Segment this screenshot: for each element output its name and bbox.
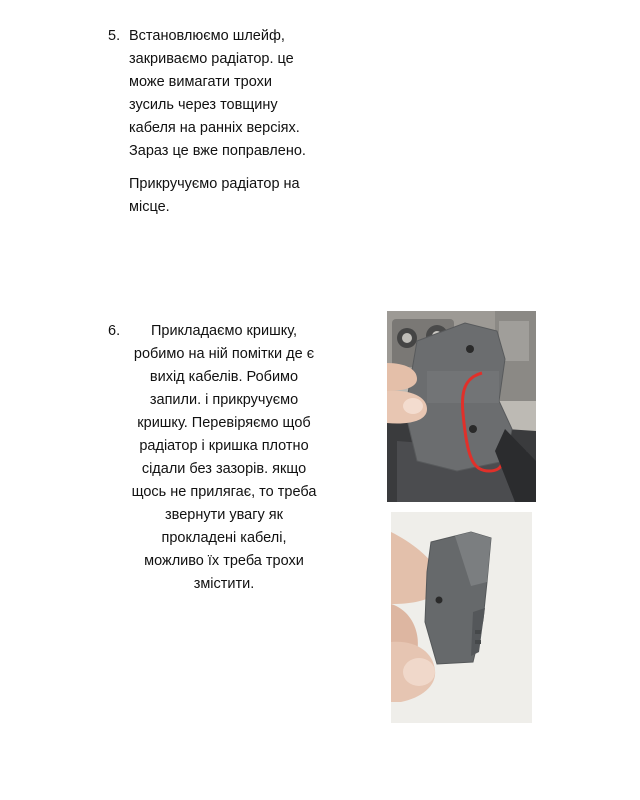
step-6-number: 6. <box>108 323 121 339</box>
step-5-paragraph-2: Прикручуємо радіатор на місце. <box>129 176 300 215</box>
step-5-text <box>129 25 329 219</box>
step-5-number: 5. <box>108 28 121 44</box>
step-6-paragraph-1: Прикладаємо кришку, робимо на ній помітки де є вихід кабелів. Робимо запили. і прикручуємо кришку. Перевіряємо щоб радіатор і кришка плотно сідали без зазорів. якщо щось не прилягає, то треба звернути увагу як прокладені кабелі, можливо їх треба трохи змістити. <box>131 323 317 592</box>
photo-cover-installed <box>387 311 536 502</box>
step-5-paragraph-1: Встановлюємо шлейф, закриваємо радіатор. це може вимагати трохи зусиль через товщину кабеля на ранніх версіях. Зараз це вже поправлено. <box>129 28 306 159</box>
photo-cover-in-hand <box>391 512 532 723</box>
step-6-text <box>129 320 319 596</box>
